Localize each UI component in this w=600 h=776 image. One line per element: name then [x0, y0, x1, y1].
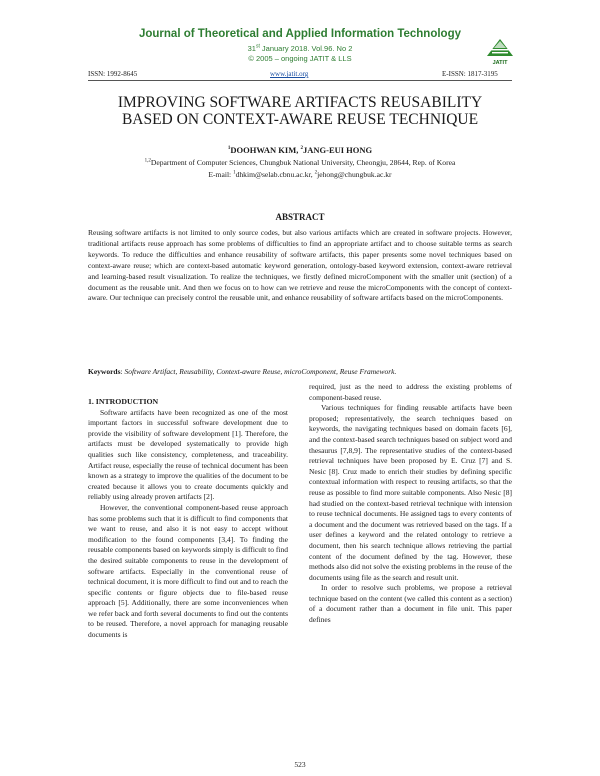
journal-url-link[interactable]: www.jatit.org	[270, 70, 309, 78]
paragraph-continued: required, just as the need to address the existing problems of component-based reuse.	[309, 382, 512, 402]
column-right	[309, 382, 512, 626]
issue-day-suffix: st	[255, 43, 260, 50]
email1-mark: 1	[233, 170, 236, 176]
abstract-heading: ABSTRACT	[275, 212, 325, 222]
author2-mark: 2	[300, 146, 303, 152]
paragraph: Various techniques for finding reusable artifacts have been proposed; representatively, the search techniques based on keywords, the navigating techniques based on domain facets [6], and the context-based search techniques based on subject word and thesaurus [7,8,9]. The representative studies of the context-based retrieval techniques have been proposed by E. Cruz [7] and S. Nesic [8]. Cruz made to enrich their studies by defining specific contextual information with respect to reusing artifacts, so that the reuse as possible to find more suitable components. Also Nesic [8] had studied on the context-based retrieval technique with intension to reuse technical documents. He assigned tags to every contents of a document and the document was retrieved based on the tags. If a user defines a keyword and the related ontology to retrieve a document, then his search technique allows retrieving the partial content of the document defined by the tag. However, these methods also did not solve the existing problems in the reuse of the documents using file as the search and result unit.	[309, 403, 512, 582]
eissn: E-ISSN: 1817-3195	[442, 70, 498, 78]
affiliation	[0, 158, 600, 167]
email-1[interactable]: dhkim@selab.cbnu.ac.kr,	[235, 170, 315, 179]
author-2: JANG-EUI HONG	[302, 145, 373, 155]
issue-rest: January 2018. Vol.96. No 2	[259, 44, 353, 53]
keywords-label: Keywords	[88, 367, 121, 376]
copyright-line: © 2005 – ongoing JATIT & LLS	[248, 54, 352, 63]
logo-text: JATIT	[492, 60, 508, 66]
jatit-logo-icon	[482, 36, 518, 72]
email2-mark: 2	[314, 170, 318, 176]
page-number: 523	[294, 760, 306, 769]
issn: ISSN: 1992-8645	[88, 70, 138, 78]
paragraph: Software artifacts have been recognized as one of the most important factors in successful software development due to provide the visibility of software development [1]. Therefore, the artifacts must be developed systematically to provide high qualities such like consistency, completeness, and traceability. Artifact reuse, especially the reuse of technical document has been known as a strategy to improve the qualities of the document to be created because it allows you to create documents quickly and reliably using already proven artifacts [2].	[88, 407, 288, 502]
journal-title: Journal of Theoretical and Applied Information Technology	[138, 28, 462, 40]
header-divider	[88, 80, 512, 81]
title-line-1: IMPROVING SOFTWARE ARTIFACTS REUSABILITY	[117, 94, 483, 111]
section-heading-introduction: 1. INTRODUCTION	[88, 397, 159, 406]
author-list	[0, 145, 600, 155]
author1-mark: 1	[227, 146, 231, 152]
email-2[interactable]: jehong@chungbuk.ac.kr	[317, 170, 392, 179]
abstract-text: Reusing software artifacts is not limited to only source codes, but also various artifacts which are created in software projects. However, traditional artifacts reuse approach has some problems of difficulties to find an appropriate artifact and to choose suitable terms as search keywords. To reduce the difficulties and enhance reusability of software artifacts, this paper presents some novel techniques based on context-aware reuse; which are context-based automatic keyword generation, ontology-based keyword extension, context-aware retrieval and learning-based result visualization. To realize the techniques, we firstly defined microComponent with the smaller unit (section) of a document as the reusable unit. And then we focus on to how can we retrieve and reuse the microComponents with the concept of context-aware. Our technique can precisely control the reusable unit, and enhance reusability of software artifacts based on the microComponents.	[88, 228, 512, 303]
affil-mark: 1,2	[144, 158, 151, 164]
email-line	[0, 170, 600, 179]
paragraph: However, the conventional component-based reuse approach has some problems such that it is difficult to find components that we want to reuse, and also it is not easy to accept without modification to the found components [3,4]. To finding the reusable components based on keywords simply is difficult to find the desired suitable components to reuse in the development of software artifacts. Especially in the conventional reuse of technical document, it is more difficult to find out and to reach the specific contents or figure objects due to file-based reuse approach [5]. Additionally, there are some inconveniences when we refer back and forth several documents to find out the contents to be reused. Therefore, a novel approach for managing reusable documents is	[88, 502, 288, 640]
keywords: Keywords: Software Artifact, Reusability, Context-aware Reuse, microComponent, Reuse Framework.	[88, 367, 397, 376]
column-left	[88, 397, 288, 641]
paper-title	[60, 94, 540, 128]
email-label: E-mail:	[208, 170, 234, 179]
keywords-text: Software Artifact, Reusability, Context-aware Reuse, microComponent, Reuse Framework.	[124, 367, 397, 376]
author-1: DOOHWAN KIM,	[230, 145, 301, 155]
title-line-2: BASED ON CONTEXT-AWARE REUSE TECHNIQUE	[121, 111, 479, 128]
issue-day: 31	[247, 44, 256, 53]
paragraph: In order to resolve such problems, we propose a retrieval technique based on the content (we called this content as a section) of a document rather than a document in file unit. This paper defines	[309, 583, 512, 625]
affiliation-text: Department of Computer Sciences, Chungbuk National University, Cheongju, 28644, Rep. of Korea	[150, 158, 456, 167]
